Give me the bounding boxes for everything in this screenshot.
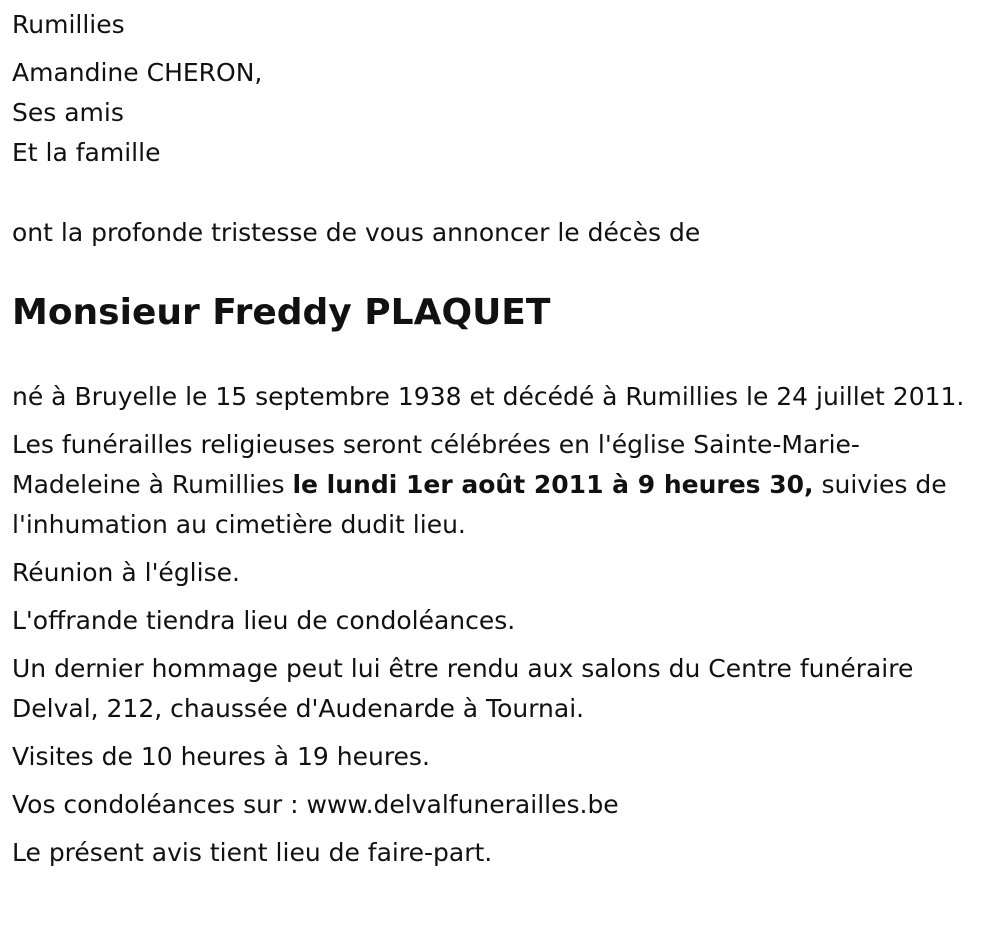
funeral-date: le lundi 1er août 2011 à 9 heures 30, xyxy=(292,470,814,499)
offering-text: L'offrande tiendra lieu de condoléances. xyxy=(12,606,516,635)
tribute-text: Un dernier hommage peut lui être rendu aux salons du Centre funéraire Delval, 212, chaussée d'Audenarde à Tournai. xyxy=(12,654,914,723)
family-line: Et la famille xyxy=(12,138,161,167)
family-line: Amandine CHERON, xyxy=(12,58,263,87)
funeral-text xyxy=(12,425,988,545)
closing-text: Le présent avis tient lieu de faire-part. xyxy=(12,838,493,867)
meeting-text: Réunion à l'église. xyxy=(12,558,240,587)
funeral-text-before: Les funérailles religieuses seront célébrées en l'église Sainte-Marie-Madeleine à Rumillies xyxy=(12,430,860,499)
family-list xyxy=(12,53,988,173)
deceased-name: Monsieur Freddy PLAQUET xyxy=(12,292,551,333)
location-text: Rumillies xyxy=(12,10,125,39)
announcement-text: ont la profonde tristesse de vous annoncer le décès de xyxy=(12,218,701,247)
visits-text: Visites de 10 heures à 19 heures. xyxy=(12,742,430,771)
birth-death-text: né à Bruyelle le 15 septembre 1938 et décédé à Rumillies le 24 juillet 2011. xyxy=(12,382,965,411)
family-line: Ses amis xyxy=(12,98,124,127)
obituary-notice xyxy=(0,5,1000,950)
funeral-text-after: suivies de l'inhumation au cimetière dudit lieu. xyxy=(12,470,947,539)
condolences-text: Vos condoléances sur : www.delvalfunerailles.be xyxy=(12,790,619,819)
